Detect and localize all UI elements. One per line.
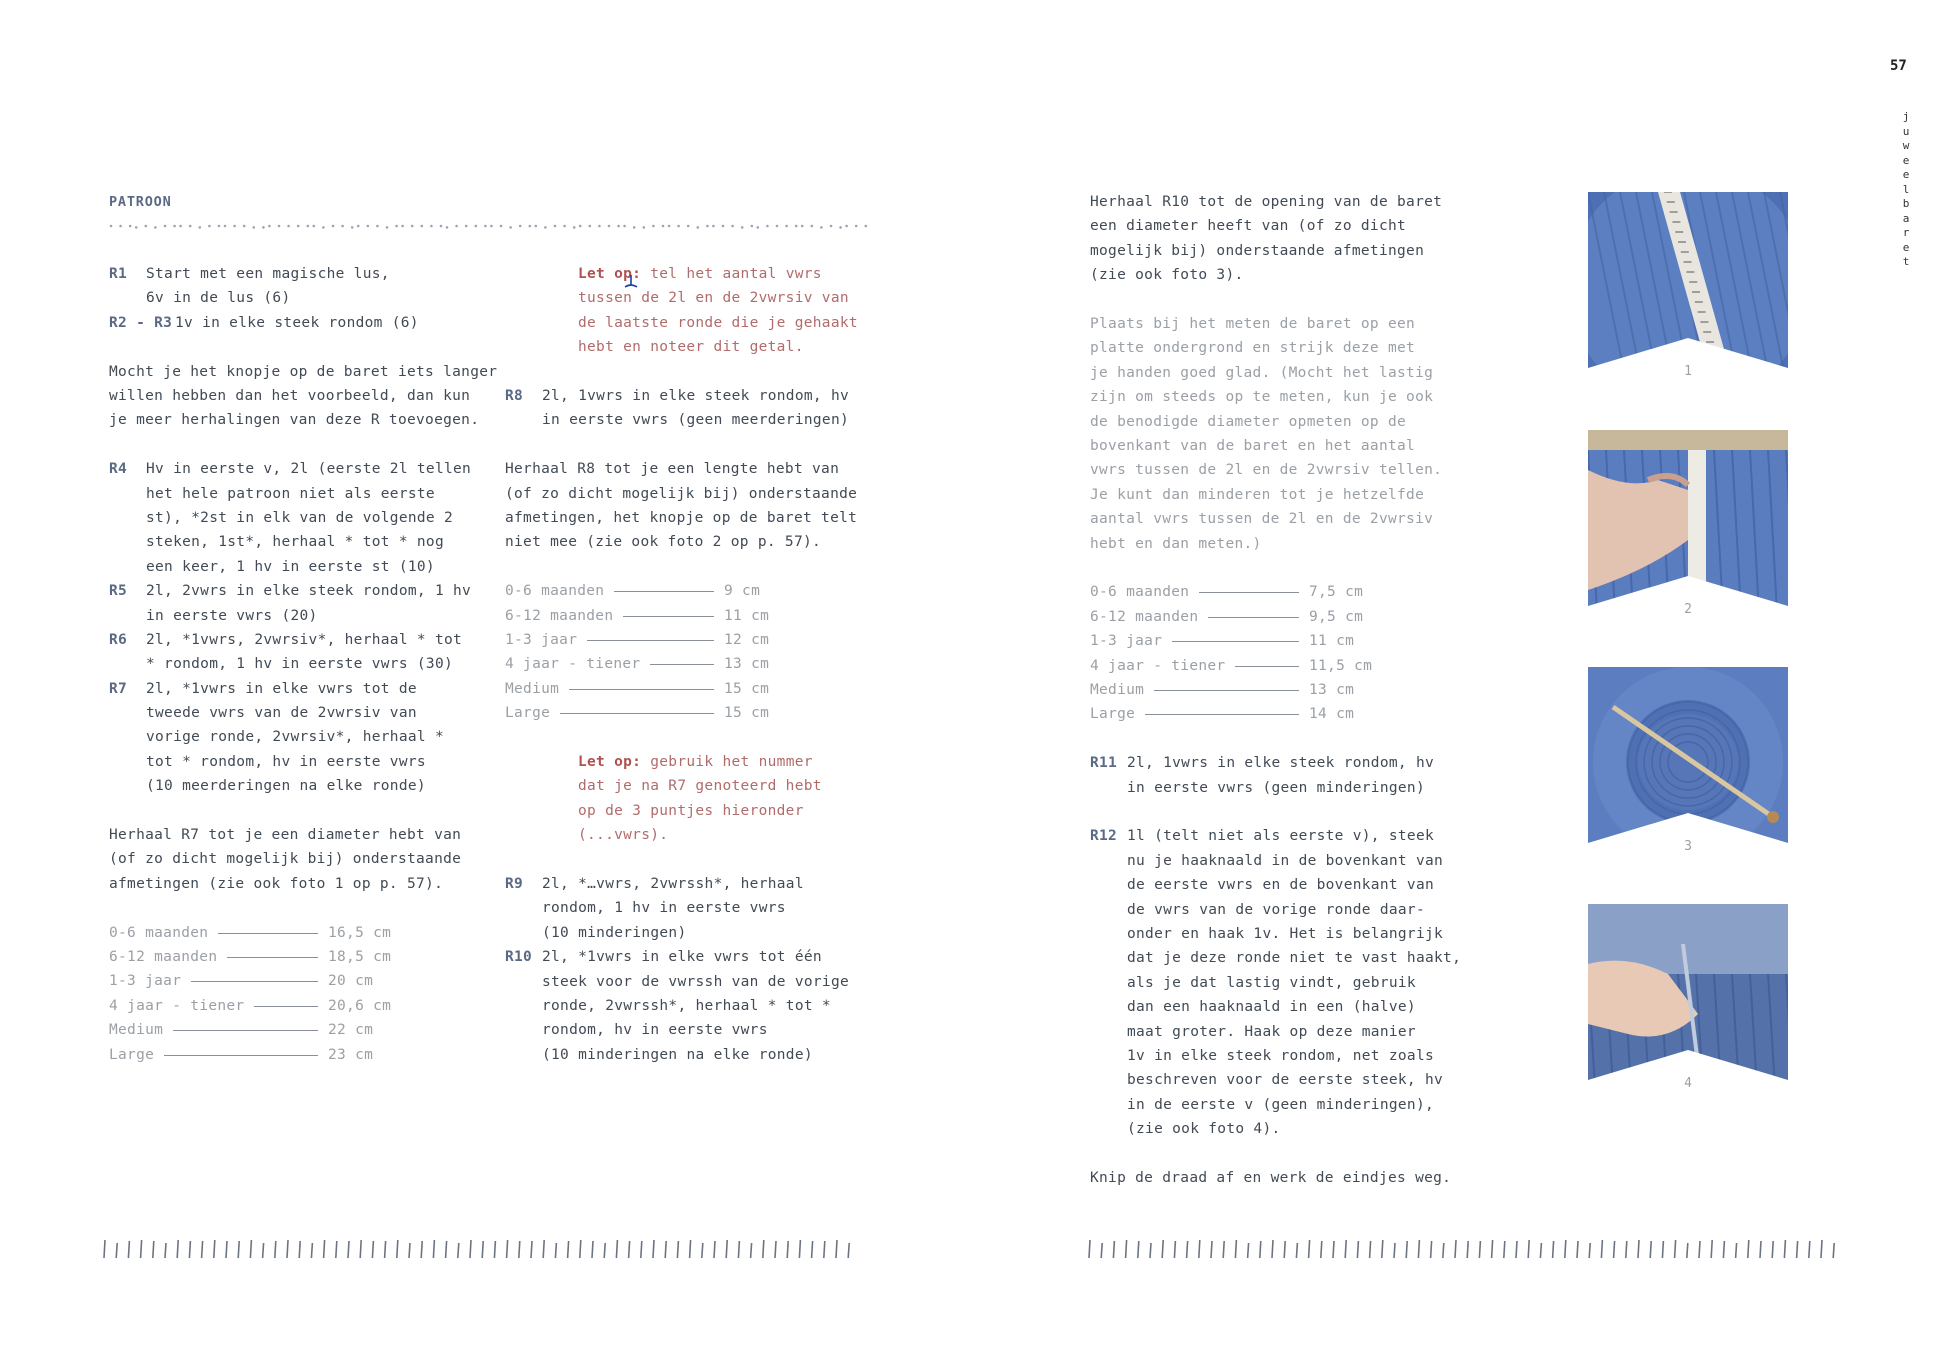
text-line: mogelijk bij) onderstaande afmetingen: [1090, 242, 1425, 259]
size-row: [109, 921, 509, 945]
size-row: [1090, 702, 1490, 726]
size-value: 22 cm: [328, 1022, 374, 1039]
size-row: [1090, 629, 1490, 653]
size-row: [109, 969, 509, 993]
leader-line: [614, 591, 714, 592]
size-value: 9,5 cm: [1309, 608, 1364, 625]
side-title-letter: l: [1902, 182, 1910, 196]
side-title-letter: j: [1902, 110, 1910, 123]
note-text: de laatste ronde die je gehaakt: [578, 314, 858, 331]
size-row: [505, 652, 905, 676]
size-value: 20,6 cm: [328, 997, 392, 1014]
closing-line: Knip de draad af en werk de eindjes weg.: [1090, 1169, 1452, 1186]
text-line: (of zo dicht mogelijk bij) onderstaande: [505, 485, 858, 502]
text-line: Plaats bij het meten de baret op een: [1090, 316, 1416, 333]
text-line: Je kunt dan minderen tot je hetzelfde: [1090, 486, 1425, 503]
row-text: * rondom, 1 hv in eerste vwrs (30): [146, 656, 454, 673]
row-r1: [109, 262, 509, 286]
paragraph-herhaal-r8: [505, 457, 905, 555]
page-number: 57: [1890, 58, 1907, 74]
paragraph-knopje: [109, 360, 509, 433]
leader-line: [227, 957, 318, 958]
size-value: 13 cm: [724, 656, 770, 673]
size-row: [109, 1043, 509, 1067]
size-value: 23 cm: [328, 1046, 374, 1063]
row-text: 1l (telt niet als eerste v), steek: [1127, 828, 1435, 845]
hands-crocheting-edge-photo: [1588, 904, 1788, 1104]
row-text: (10 meerderingen na elke ronde): [146, 778, 426, 795]
row-text: een keer, 1 hv in eerste st (10): [146, 558, 435, 575]
photo-caption: 4: [1684, 1076, 1692, 1091]
tick-border-left: [100, 1236, 870, 1262]
note-text: tussen de 2l en de 2vwrsiv van: [578, 290, 849, 307]
section-heading: PATROON: [109, 194, 172, 210]
row-text: st), *2st in elk van de volgende 2: [146, 509, 454, 526]
size-label: Medium: [1090, 682, 1145, 699]
photo-caption: 3: [1684, 839, 1692, 854]
text-line: (zie ook foto 3).: [1090, 267, 1244, 284]
row-text: in eerste vwrs (geen meerderingen): [542, 412, 850, 429]
text-line: platte ondergrond en strijk deze met: [1090, 340, 1416, 357]
row-text: dat je deze ronde niet te vast haakt,: [1127, 950, 1462, 967]
note-text: op de 3 puntjes hieronder: [578, 802, 804, 819]
size-value: 20 cm: [328, 973, 374, 990]
size-row: [1090, 654, 1490, 678]
text-line: afmetingen (zie ook foto 1 op p. 57).: [109, 875, 444, 892]
side-title-letter: e: [1902, 240, 1910, 254]
leader-line: [191, 981, 318, 982]
size-row: [1090, 580, 1490, 604]
size-row: [1090, 605, 1490, 629]
row-label: R11: [1090, 755, 1118, 772]
row-text: nu je haaknaald in de bovenkant van: [1127, 852, 1444, 869]
size-value: 15 cm: [724, 680, 770, 697]
size-value: 18,5 cm: [328, 949, 392, 966]
hands-crocheting-edge-icon: [1588, 904, 1788, 1104]
size-label: 4 jaar - tiener: [505, 656, 641, 673]
row-text: in de eerste v (geen minderingen),: [1127, 1096, 1435, 1113]
size-label: 4 jaar - tiener: [1090, 657, 1226, 674]
row-label: R8: [505, 388, 524, 405]
side-title: [1900, 110, 1912, 270]
row-r8: [505, 384, 905, 408]
text-line: Herhaal R10 tot de opening van de baret: [1090, 194, 1443, 210]
row-text: (10 minderingen na elke ronde): [542, 1046, 813, 1063]
leader-line: [218, 933, 318, 934]
row-text: het hele patroon niet als eerste: [146, 485, 435, 502]
row-text: rondom, 1 hv in eerste vwrs: [542, 900, 786, 917]
row-text: 6v in de lus (6): [146, 290, 291, 307]
size-label: 1-3 jaar: [109, 973, 182, 990]
row-text: maat groter. Haak op deze manier: [1127, 1023, 1416, 1040]
leader-line: [1145, 714, 1299, 715]
row-text: onder en haak 1v. Het is belangrijk: [1127, 925, 1444, 942]
side-title-letter: a: [1902, 211, 1910, 225]
side-title-letter: e: [1902, 168, 1910, 181]
row-text: vorige ronde, 2vwrsiv*, herhaal *: [146, 729, 444, 746]
text-line: bovenkant van de baret en het aantal: [1090, 438, 1416, 455]
leader-line: [587, 640, 714, 641]
size-value: 11 cm: [724, 607, 770, 624]
paragraph-meten-tip: [1090, 312, 1490, 556]
side-title-letter: u: [1902, 124, 1910, 138]
size-label: Large: [1090, 706, 1136, 723]
row-label: R7: [109, 680, 128, 697]
size-row: [109, 994, 509, 1018]
note-text: (...vwrs).: [578, 827, 669, 844]
size-label: 0-6 maanden: [505, 583, 605, 600]
size-label: 6-12 maanden: [505, 607, 614, 624]
leader-line: [1199, 592, 1299, 593]
row-text: Start met een magische lus,: [146, 266, 390, 282]
side-title-letter: b: [1902, 197, 1910, 210]
paragraph-herhaal-r10: [1090, 190, 1490, 288]
size-value: 7,5 cm: [1309, 584, 1364, 601]
photo-caption: 1: [1684, 364, 1692, 379]
size-row: [505, 604, 905, 628]
size-label: Medium: [505, 680, 560, 697]
tick-border-right: [1085, 1236, 1855, 1262]
text-line: een diameter heeft van (of zo dicht: [1090, 218, 1407, 235]
note-let-op-1: [505, 262, 905, 360]
row-text: steken, 1st*, herhaal * tot * nog: [146, 534, 444, 551]
row-r6: [109, 628, 509, 652]
note-text: gebruik het nummer: [650, 753, 813, 770]
size-row: [505, 677, 905, 701]
size-value: 16,5 cm: [328, 924, 392, 941]
size-value: 12 cm: [724, 631, 770, 648]
text-line: (of zo dicht mogelijk bij) onderstaande: [109, 851, 462, 868]
row-text: tweede vwrs van de 2vwrsiv van: [146, 705, 417, 722]
text-line: zijn om steeds op te meten, kun je ook: [1090, 389, 1434, 406]
dotted-divider: [109, 222, 869, 230]
text-line: hebt en dan meten.): [1090, 535, 1262, 552]
side-title-letter: t: [1902, 255, 1910, 268]
row-r12: [1090, 824, 1490, 1141]
size-value: 15 cm: [724, 705, 770, 722]
leader-line: [164, 1055, 318, 1056]
paragraph-herhaal-r7: [109, 823, 509, 896]
beret-opening-with-crochet-hook-icon: [1588, 667, 1788, 867]
row-text: (zie ook foto 4).: [1127, 1121, 1281, 1138]
row-r10: [505, 945, 905, 969]
row-text: 2l, *…vwrs, 2vwrssh*, herhaal: [542, 875, 804, 892]
size-label: Medium: [109, 1022, 164, 1039]
beret-opening-with-crochet-hook-photo: [1588, 667, 1788, 867]
text-line: vwrs tussen de 2l en de 2vwrsiv tellen.: [1090, 462, 1443, 479]
row-text: 1v in elke steek rondom, net zoals: [1127, 1047, 1435, 1064]
row-label: R2 - R3: [109, 314, 173, 331]
note-bold: Let op:: [578, 753, 642, 770]
side-title-letter: r: [1902, 226, 1910, 239]
size-row: [1090, 678, 1490, 702]
beret-with-measuring-tape-icon: [1588, 192, 1788, 392]
row-r9: [505, 872, 905, 896]
side-title-letter: w: [1902, 139, 1910, 152]
text-cursor-icon: [622, 274, 640, 290]
size-row: [109, 1018, 509, 1042]
size-row: [109, 945, 509, 969]
size-label: 1-3 jaar: [505, 631, 578, 648]
text-line: willen hebben dan het voorbeeld, dan kun: [109, 387, 471, 404]
text-line: Herhaal R7 tot je een diameter hebt van: [109, 827, 462, 844]
text-line: de benodigde diameter opmeten op de: [1090, 413, 1407, 430]
row-label: R1: [109, 266, 128, 282]
row-text: 2l, *1vwrs, 2vwrsiv*, herhaal * tot: [146, 631, 463, 648]
size-label: 6-12 maanden: [1090, 608, 1199, 625]
side-title-letter: e: [1902, 153, 1910, 167]
text-line: Mocht je het knopje op de baret iets langer: [109, 363, 498, 380]
size-label: Large: [505, 705, 551, 722]
text-line: je meer herhalingen van deze R toevoegen.: [109, 412, 480, 429]
leader-line: [1172, 641, 1299, 642]
row-label: R6: [109, 631, 128, 648]
row-r4: [109, 457, 509, 481]
note-let-op-2: [505, 750, 905, 848]
hand-measuring-beret-length-photo: [1588, 430, 1788, 630]
text-line: je handen goed glad. (Mocht het lastig: [1090, 364, 1434, 381]
size-label: 4 jaar - tiener: [109, 997, 245, 1014]
row-text: 2l, *1vwrs in elke vwrs tot de: [146, 680, 417, 697]
size-label: 0-6 maanden: [109, 924, 209, 941]
leader-line: [560, 713, 714, 714]
leader-line: [254, 1006, 318, 1007]
row-text: in eerste vwrs (20): [146, 607, 318, 624]
beret-with-measuring-tape-photo: [1588, 192, 1788, 392]
text-line: aantal vwrs tussen de 2l en de 2vwrsiv: [1090, 511, 1434, 528]
text-line: niet mee (zie ook foto 2 op p. 57).: [505, 534, 822, 551]
row-r5: [109, 579, 509, 603]
row-text: 2l, 2vwrs in elke steek rondom, 1 hv: [146, 583, 472, 600]
row-text: 2l, 1vwrs in elke steek rondom, hv: [542, 388, 850, 405]
note-text: dat je na R7 genoteerd hebt: [578, 778, 822, 795]
note-text: hebt en noteer dit getal.: [578, 339, 804, 356]
size-table-opening: [1090, 580, 1490, 726]
leader-line: [1235, 666, 1299, 667]
text-line: Herhaal R8 tot je een lengte hebt van: [505, 461, 840, 478]
row-text: ronde, 2vwrssh*, herhaal * tot *: [542, 997, 831, 1014]
row-text: Hv in eerste v, 2l (eerste 2l tellen: [146, 461, 472, 478]
row-text: 1v in elke steek rondom (6): [175, 314, 419, 331]
size-row: [505, 628, 905, 652]
row-label: R4: [109, 461, 128, 478]
photo-caption: 2: [1684, 602, 1692, 617]
size-row: [505, 579, 905, 603]
row-label: R9: [505, 875, 524, 892]
row-label: R12: [1090, 828, 1118, 845]
row-text: dan een haaknaald in een (halve): [1127, 999, 1416, 1016]
hand-measuring-beret-length-icon: [1588, 430, 1788, 630]
row-r2-r3: [109, 311, 509, 335]
note-bold: Let op:: [578, 266, 642, 282]
size-label: 0-6 maanden: [1090, 584, 1190, 601]
note-text: tel het aantal vwrs: [650, 266, 822, 282]
size-row: [505, 701, 905, 725]
size-label: 1-3 jaar: [1090, 633, 1163, 650]
row-label: R10: [505, 949, 533, 966]
leader-line: [569, 689, 714, 690]
row-r7: [109, 677, 509, 701]
row-text: rondom, hv in eerste vwrs: [542, 1022, 768, 1039]
text-line: afmetingen, het knopje op de baret telt: [505, 510, 858, 526]
row-text: 2l, 1vwrs in elke steek rondom, hv: [1127, 755, 1435, 772]
size-value: 13 cm: [1309, 682, 1355, 699]
row-r11: [1090, 751, 1490, 775]
row-text: als je dat lastig vindt, gebruik: [1127, 974, 1416, 991]
leader-line: [623, 616, 714, 617]
size-label: 6-12 maanden: [109, 949, 218, 966]
size-value: 11 cm: [1309, 633, 1355, 650]
row-text: beschreven voor de eerste steek, hv: [1127, 1072, 1444, 1089]
size-table-diameter: [109, 921, 509, 1067]
size-table-length: [505, 579, 905, 725]
size-value: 14 cm: [1309, 706, 1355, 723]
size-label: Large: [109, 1046, 155, 1063]
row-text: de eerste vwrs en de bovenkant van: [1127, 877, 1435, 894]
row-text: tot * rondom, hv in eerste vwrs: [146, 753, 426, 770]
row-text: de vwrs van de vorige ronde daar-: [1127, 901, 1425, 918]
row-text: 2l, *1vwrs in elke vwrs tot één: [542, 949, 822, 966]
row-text: steek voor de vwrssh van de vorige: [542, 973, 850, 990]
leader-line: [173, 1030, 318, 1031]
leader-line: [1154, 690, 1299, 691]
size-value: 9 cm: [724, 583, 761, 600]
row-text: in eerste vwrs (geen minderingen): [1127, 779, 1425, 796]
leader-line: [1208, 617, 1299, 618]
row-label: R5: [109, 583, 128, 600]
row-text: (10 minderingen): [542, 924, 687, 941]
size-value: 11,5 cm: [1309, 657, 1373, 674]
leader-line: [650, 664, 714, 665]
